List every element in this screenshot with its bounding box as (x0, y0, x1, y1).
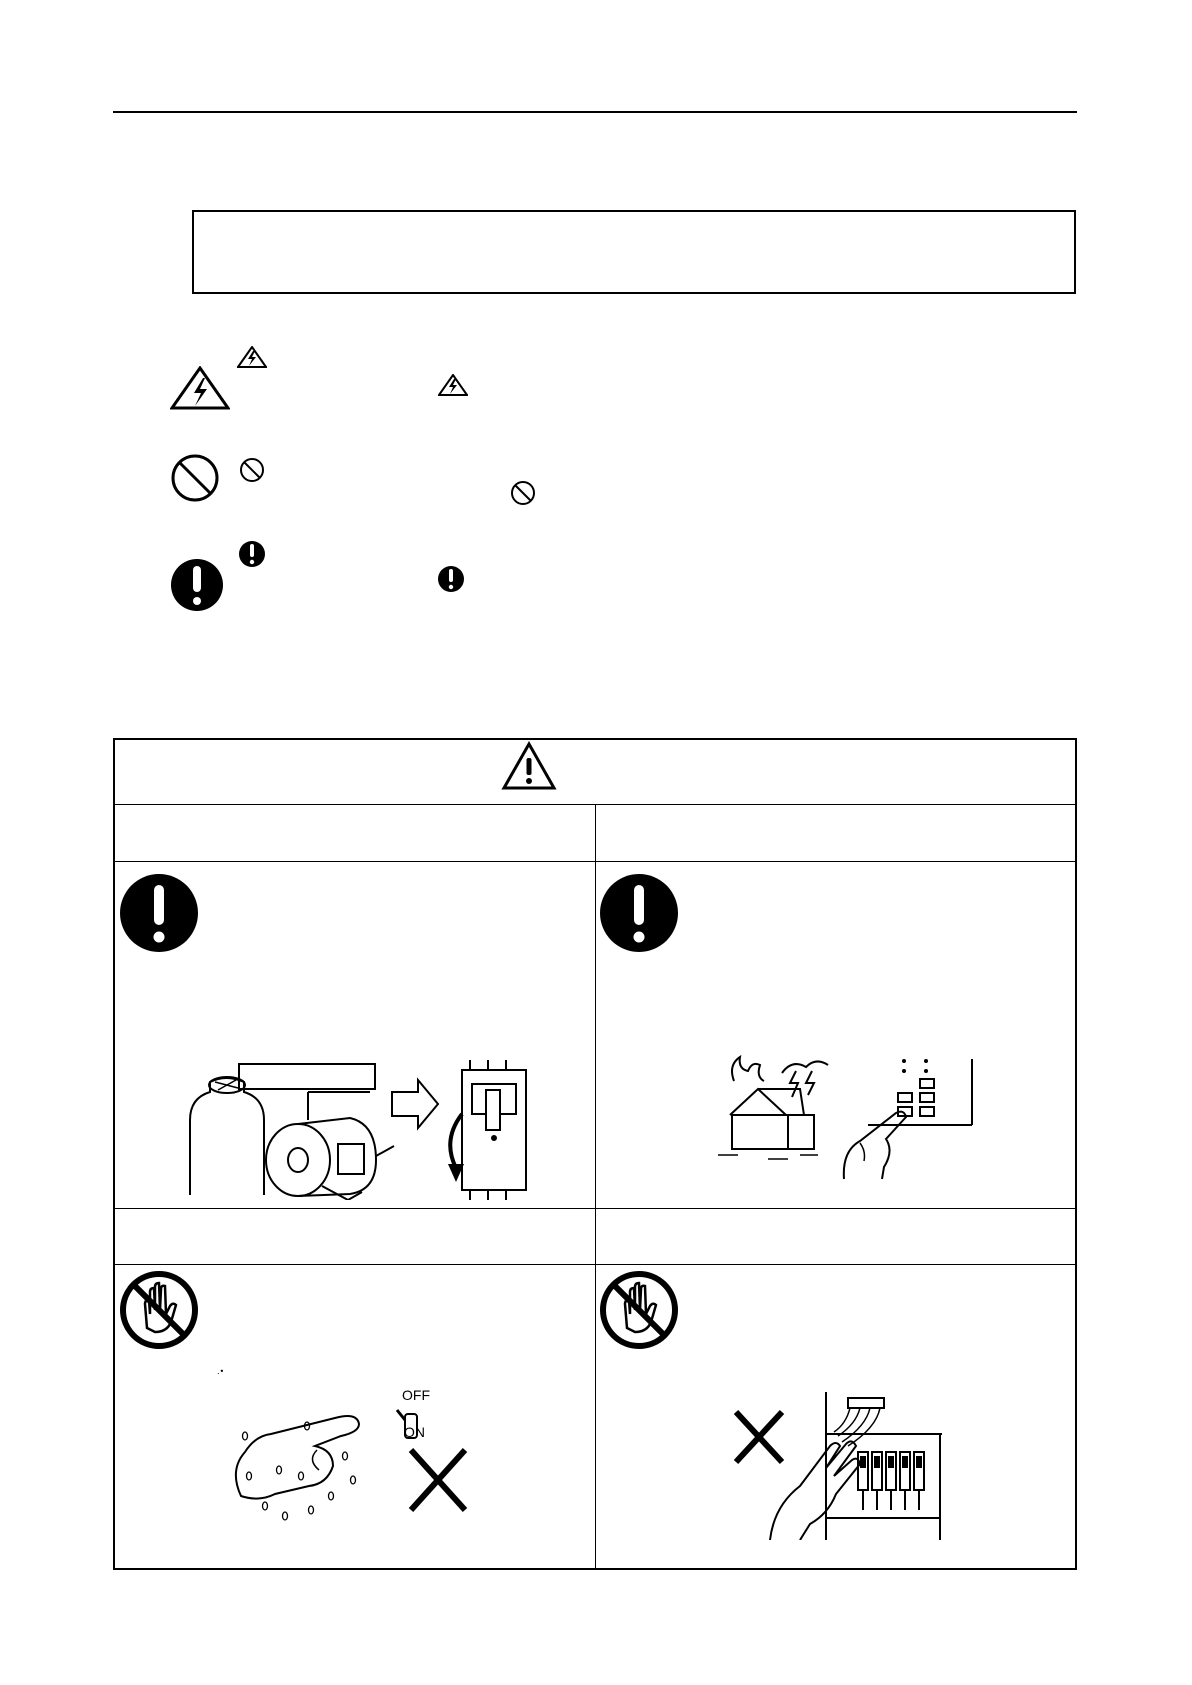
mandatory-small-icon (238, 540, 266, 568)
mandatory-icon (599, 873, 679, 953)
electric-shock-inline-icon (438, 374, 468, 396)
electric-shock-small-icon (237, 346, 267, 368)
switch-on-label: ON (404, 1424, 425, 1440)
mandatory-icon (170, 558, 224, 612)
warning-triangle-icon (501, 741, 557, 791)
intro-box (192, 210, 1076, 294)
do-not-touch-icon (599, 1270, 679, 1350)
emergency-stop-button-illustration (708, 1055, 978, 1180)
breaker-switch-off-illustration (180, 1060, 560, 1200)
table-divider (595, 804, 596, 1570)
svg-text:.•: .• (217, 1367, 225, 1376)
mandatory-inline-icon (437, 565, 465, 593)
switch-off-label: OFF (402, 1387, 430, 1403)
prohibited-inline-icon (510, 480, 536, 506)
hand-on-terminal-block-illustration (730, 1390, 950, 1540)
prohibited-small-icon (239, 457, 265, 483)
prohibited-icon (170, 453, 220, 503)
wet-hand-switch-illustration (215, 1366, 475, 1526)
do-not-touch-icon (119, 1270, 199, 1350)
mandatory-icon (119, 873, 199, 953)
electric-shock-icon (170, 366, 230, 410)
header-rule (113, 111, 1077, 113)
